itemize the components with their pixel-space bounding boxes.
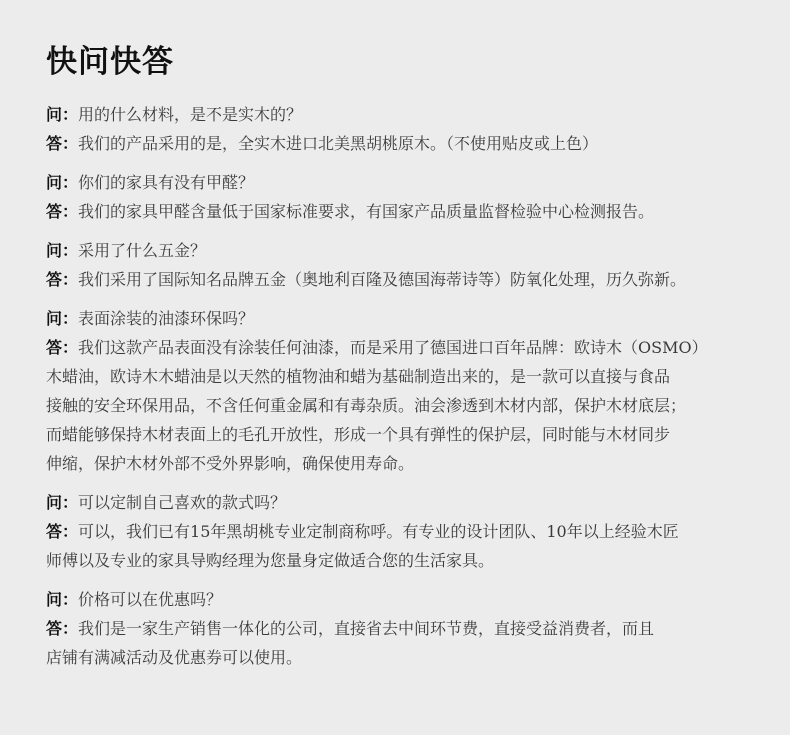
question-text: 用的什么材料，是不是实木的？ <box>78 105 303 124</box>
answer-text: 我们的家具甲醛含量低于国家标准要求，有国家产品质量监督检验中心检测报告。 <box>78 202 655 221</box>
faq-question <box>46 304 760 333</box>
faq-question <box>46 100 760 129</box>
question-text: 采用了什么五金？ <box>78 241 207 260</box>
faq-answer <box>46 614 760 643</box>
faq-answer <box>46 265 760 294</box>
answer-label: 答： <box>46 338 79 357</box>
answer-text: 可以，我们已有15年黑胡桃专业定制商称呼。有专业的设计团队、10年以上经验木匠 <box>78 522 679 541</box>
question-label: 问： <box>46 590 79 609</box>
faq-list <box>46 100 760 672</box>
faq-answer <box>46 197 760 226</box>
faq-item <box>46 488 760 575</box>
faq-item <box>46 304 760 478</box>
faq-answer-continued <box>46 391 760 420</box>
question-text: 价格可以在优惠吗？ <box>78 590 223 609</box>
answer-text: 师傅以及专业的家具导购经理为您量身定做适合您的生活家具。 <box>46 551 495 570</box>
faq-answer-continued <box>46 449 760 478</box>
answer-label: 答： <box>46 134 79 153</box>
answer-text: 我们采用了国际知名品牌五金（奥地利百隆及德国海蒂诗等）防氧化处理，历久弥新。 <box>78 270 687 289</box>
faq-answer <box>46 333 760 362</box>
page-title: 快问快答 <box>46 44 174 80</box>
answer-text: 伸缩，保护木材外部不受外界影响，确保使用寿命。 <box>46 454 415 473</box>
question-text: 可以定制自己喜欢的款式吗？ <box>78 493 287 512</box>
faq-question <box>46 585 760 614</box>
faq-question <box>46 168 760 197</box>
faq-item <box>46 168 760 226</box>
faq-item <box>46 100 760 158</box>
faq-answer-continued <box>46 420 760 449</box>
faq-question <box>46 488 760 517</box>
answer-text: 店铺有满减活动及优惠券可以使用。 <box>46 648 303 667</box>
answer-text: 接触的安全环保用品，不含任何重金属和有毒杂质。油会渗透到木材内部，保护木材底层； <box>46 396 687 415</box>
answer-text: 我们是一家生产销售一体化的公司，直接省去中间环节费，直接受益消费者，而且 <box>78 619 655 638</box>
answer-text: 木蜡油，欧诗木木蜡油是以天然的植物油和蜡为基础制造出来的，是一款可以直接与食品 <box>46 367 671 386</box>
answer-label: 答： <box>46 270 79 289</box>
question-text: 你们的家具有没有甲醛？ <box>78 173 255 192</box>
faq-answer-continued <box>46 362 760 391</box>
question-label: 问： <box>46 241 79 260</box>
question-label: 问： <box>46 309 79 328</box>
faq-answer <box>46 129 760 158</box>
faq-answer <box>46 517 760 546</box>
answer-label: 答： <box>46 202 79 221</box>
answer-text: 而蜡能够保持木材表面上的毛孔开放性，形成一个具有弹性的保护层，同时能与木材同步 <box>46 425 671 444</box>
answer-label: 答： <box>46 522 79 541</box>
faq-item <box>46 585 760 672</box>
question-text: 表面涂装的油漆环保吗？ <box>78 309 255 328</box>
answer-label: 答： <box>46 619 79 638</box>
answer-text: 我们这款产品表面没有涂装任何油漆，而是采用了德国进口百年品牌：欧诗木（OSMO） <box>78 338 708 357</box>
faq-item <box>46 236 760 294</box>
faq-answer-continued <box>46 546 760 575</box>
question-label: 问： <box>46 493 79 512</box>
question-label: 问： <box>46 173 79 192</box>
faq-answer-continued <box>46 643 760 672</box>
question-label: 问： <box>46 105 79 124</box>
answer-text: 我们的产品采用的是，全实木进口北美黑胡桃原木。（不使用贴皮或上色） <box>78 134 599 153</box>
faq-question <box>46 236 760 265</box>
